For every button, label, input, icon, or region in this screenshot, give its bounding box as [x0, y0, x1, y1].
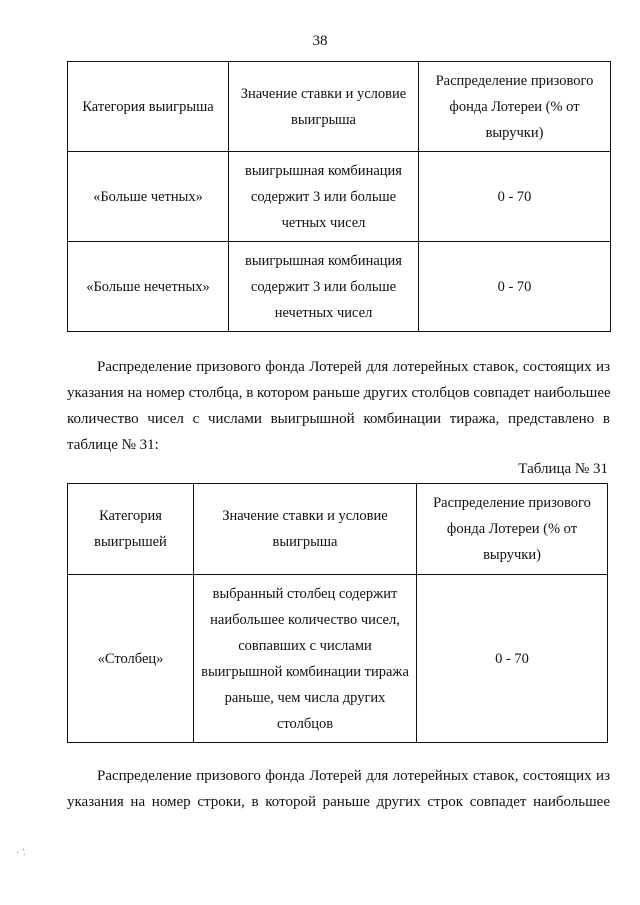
paragraph-line: указания на номер столбца, в котором раньше других столбцов совпадет наибольшее — [67, 385, 611, 401]
prize-table-even-odd — [67, 61, 611, 332]
paragraph-line: Распределение призового фонда Лотерей для лотерейных ставок, состоящих из — [97, 359, 610, 375]
header-bet-condition: Значение ставки и условие выигрыша — [194, 484, 417, 575]
table-row — [68, 152, 611, 242]
header-category: Категория выигрышей — [68, 484, 194, 575]
cell-category: «Столбец» — [68, 575, 194, 743]
paragraph-line: количество чисел с числами выигрышной комбинации тиража, представлено в — [67, 411, 610, 427]
cell-condition: выбранный столбец содержит наибольшее количество чисел, совпавших с числами выигрышной комбинации тиража раньше, чем числа других столбцов — [194, 575, 417, 743]
cell-percent: 0 - 70 — [417, 575, 608, 743]
paragraph-row-bets — [67, 763, 610, 815]
paragraph-line: Распределение призового фонда Лотерей для лотерейных ставок, состоящих из — [97, 768, 610, 784]
header-prize-distribution: Распределение призового фонда Лотереи (% от выручки) — [417, 484, 608, 575]
scan-mark: ‵ .′ — [15, 846, 29, 860]
cell-category: «Больше четных» — [68, 152, 229, 242]
table-row — [68, 242, 611, 332]
cell-percent: 0 - 70 — [419, 152, 611, 242]
table-header-row — [68, 62, 611, 152]
header-bet-condition: Значение ставки и условие выигрыша — [229, 62, 419, 152]
cell-percent: 0 - 70 — [419, 242, 611, 332]
cell-condition: выигрышная комбинация содержит 3 или больше нечетных чисел — [229, 242, 419, 332]
table-header-row — [68, 484, 608, 575]
table-caption: Таблица № 31 — [518, 461, 608, 477]
paragraph-line: таблице № 31: — [67, 437, 159, 453]
paragraph-line: указания на номер строки, в которой раньше других строк совпадет наибольшее — [67, 794, 610, 810]
prize-table-column — [67, 483, 608, 743]
header-prize-distribution: Распределение призового фонда Лотереи (% от выручки) — [419, 62, 611, 152]
cell-category: «Больше нечетных» — [68, 242, 229, 332]
page-number: 38 — [312, 33, 328, 49]
cell-condition: выигрышная комбинация содержит 3 или больше четных чисел — [229, 152, 419, 242]
table-row — [68, 575, 608, 743]
header-category: Категория выигрыша — [68, 62, 229, 152]
paragraph-column-bets — [67, 354, 610, 458]
